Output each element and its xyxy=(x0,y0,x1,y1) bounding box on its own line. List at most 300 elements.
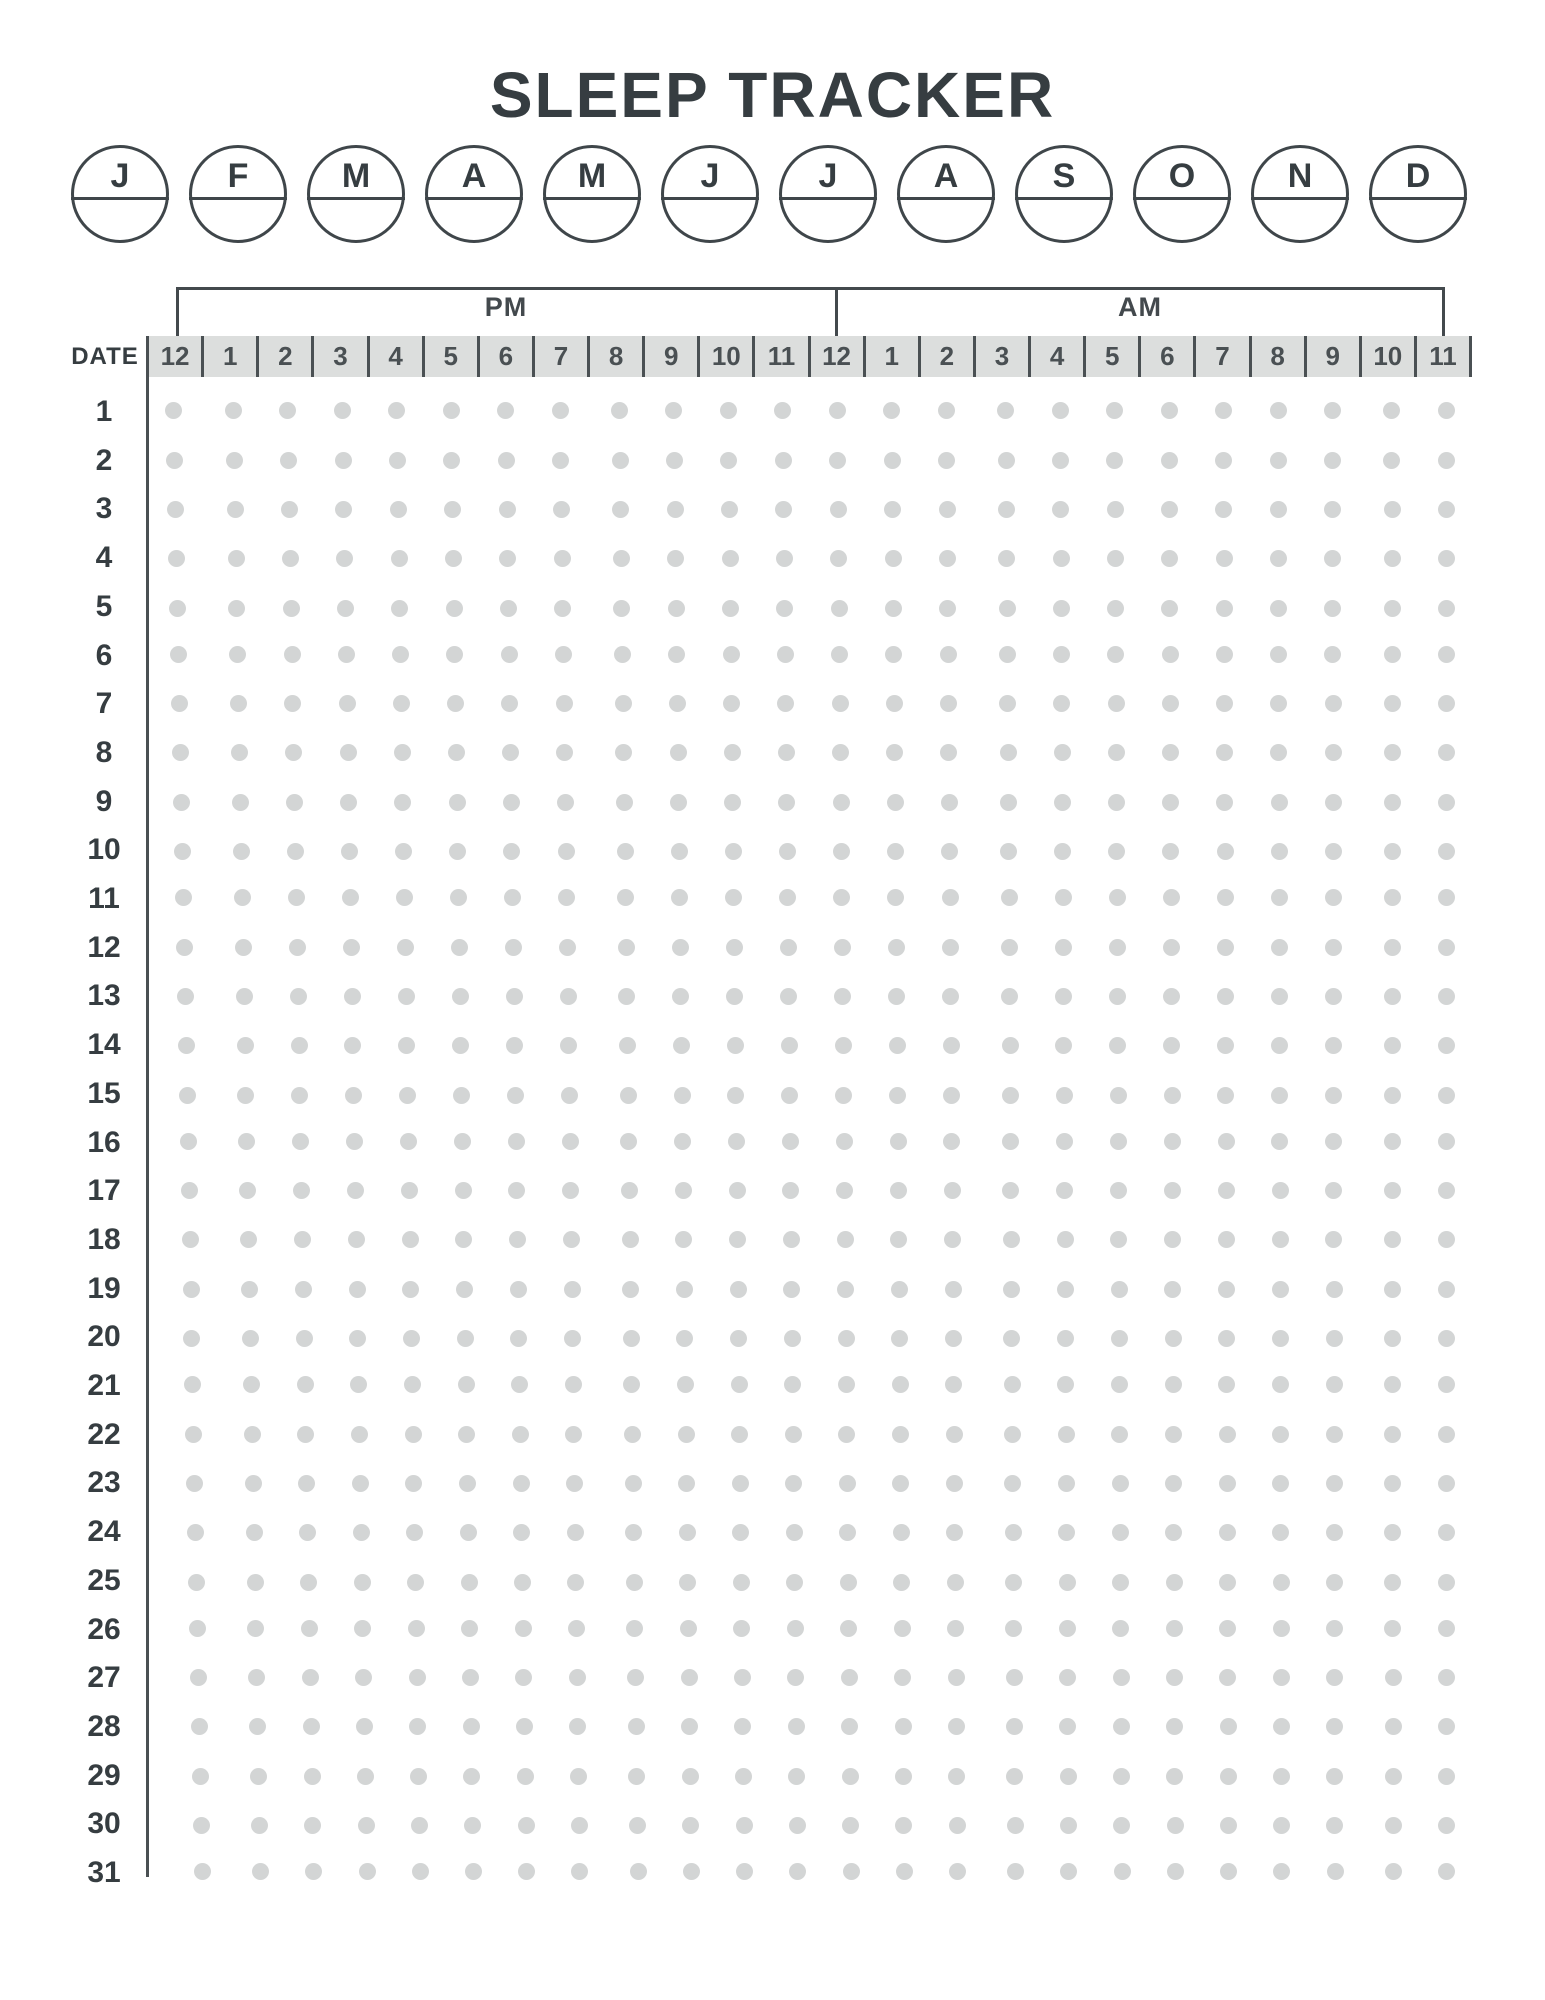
sleep-dot-d16-h6[interactable] xyxy=(454,1133,471,1150)
sleep-dot-d12-h12[interactable] xyxy=(780,939,797,956)
sleep-dot-d30-h11[interactable] xyxy=(736,1817,753,1834)
sleep-dot-d26-h16[interactable] xyxy=(1005,1620,1022,1637)
sleep-dot-d27-h23[interactable] xyxy=(1385,1669,1402,1686)
sleep-dot-d11-h5[interactable] xyxy=(396,889,413,906)
sleep-dot-d10-h1[interactable] xyxy=(174,843,191,860)
sleep-dot-d31-h21[interactable] xyxy=(1273,1863,1290,1880)
sleep-dot-d20-h2[interactable] xyxy=(242,1330,259,1347)
sleep-dot-d7-h24[interactable] xyxy=(1438,695,1455,712)
sleep-dot-d24-h23[interactable] xyxy=(1384,1524,1401,1541)
sleep-dot-d6-h22[interactable] xyxy=(1324,646,1341,663)
sleep-dot-d17-h1[interactable] xyxy=(181,1182,198,1199)
sleep-dot-d30-h7[interactable] xyxy=(518,1817,535,1834)
sleep-dot-d14-h24[interactable] xyxy=(1438,1037,1455,1054)
sleep-dot-d4-h4[interactable] xyxy=(336,550,353,567)
sleep-dot-d18-h15[interactable] xyxy=(944,1231,961,1248)
sleep-dot-d4-h10[interactable] xyxy=(667,550,684,567)
sleep-dot-d24-h24[interactable] xyxy=(1438,1524,1455,1541)
sleep-dot-d7-h23[interactable] xyxy=(1384,695,1401,712)
sleep-dot-d26-h22[interactable] xyxy=(1326,1620,1343,1637)
sleep-dot-d20-h3[interactable] xyxy=(296,1330,313,1347)
sleep-dot-d4-h1[interactable] xyxy=(168,550,185,567)
sleep-dot-d6-h5[interactable] xyxy=(392,646,409,663)
sleep-dot-d27-h19[interactable] xyxy=(1166,1669,1183,1686)
sleep-dot-d24-h11[interactable] xyxy=(732,1524,749,1541)
sleep-dot-d14-h17[interactable] xyxy=(1055,1037,1072,1054)
sleep-dot-d2-h21[interactable] xyxy=(1270,452,1287,469)
sleep-dot-d28-h3[interactable] xyxy=(303,1718,320,1735)
sleep-dot-d27-h22[interactable] xyxy=(1326,1669,1343,1686)
sleep-dot-d19-h2[interactable] xyxy=(241,1281,258,1298)
sleep-dot-d13-h9[interactable] xyxy=(618,988,635,1005)
sleep-dot-d15-h18[interactable] xyxy=(1110,1087,1127,1104)
sleep-dot-d16-h14[interactable] xyxy=(890,1133,907,1150)
sleep-dot-d7-h22[interactable] xyxy=(1325,695,1342,712)
sleep-dot-d19-h20[interactable] xyxy=(1218,1281,1235,1298)
sleep-dot-d19-h7[interactable] xyxy=(510,1281,527,1298)
sleep-dot-d14-h22[interactable] xyxy=(1325,1037,1342,1054)
sleep-dot-d6-h9[interactable] xyxy=(614,646,631,663)
sleep-dot-d5-h3[interactable] xyxy=(283,600,300,617)
sleep-dot-d23-h6[interactable] xyxy=(459,1475,476,1492)
sleep-dot-d14-h19[interactable] xyxy=(1163,1037,1180,1054)
sleep-dot-d1-h6[interactable] xyxy=(443,402,460,419)
sleep-dot-d11-h1[interactable] xyxy=(175,889,192,906)
sleep-dot-d2-h10[interactable] xyxy=(666,452,683,469)
sleep-dot-d8-h10[interactable] xyxy=(670,744,687,761)
sleep-dot-d27-h17[interactable] xyxy=(1059,1669,1076,1686)
sleep-dot-d5-h22[interactable] xyxy=(1324,600,1341,617)
sleep-dot-d31-h7[interactable] xyxy=(518,1863,535,1880)
sleep-dot-d4-h2[interactable] xyxy=(228,550,245,567)
sleep-dot-d28-h22[interactable] xyxy=(1326,1718,1343,1735)
sleep-dot-d20-h18[interactable] xyxy=(1111,1330,1128,1347)
sleep-dot-d14-h5[interactable] xyxy=(398,1037,415,1054)
sleep-dot-d9-h5[interactable] xyxy=(394,794,411,811)
sleep-dot-d23-h16[interactable] xyxy=(1004,1475,1021,1492)
sleep-dot-d19-h4[interactable] xyxy=(349,1281,366,1298)
sleep-dot-d6-h19[interactable] xyxy=(1162,646,1179,663)
sleep-dot-d28-h7[interactable] xyxy=(516,1718,533,1735)
sleep-dot-d26-h20[interactable] xyxy=(1219,1620,1236,1637)
sleep-dot-d3-h24[interactable] xyxy=(1438,501,1455,518)
sleep-dot-d9-h22[interactable] xyxy=(1325,794,1342,811)
sleep-dot-d11-h19[interactable] xyxy=(1163,889,1180,906)
sleep-dot-d23-h17[interactable] xyxy=(1058,1475,1075,1492)
sleep-dot-d31-h9[interactable] xyxy=(630,1863,647,1880)
sleep-dot-d20-h22[interactable] xyxy=(1326,1330,1343,1347)
sleep-dot-d31-h1[interactable] xyxy=(194,1863,211,1880)
sleep-dot-d22-h6[interactable] xyxy=(458,1426,475,1443)
sleep-dot-d4-h13[interactable] xyxy=(830,550,847,567)
sleep-dot-d26-h12[interactable] xyxy=(787,1620,804,1637)
sleep-dot-d29-h8[interactable] xyxy=(570,1768,587,1785)
month-circle-10[interactable] xyxy=(1133,145,1231,243)
sleep-dot-d28-h21[interactable] xyxy=(1273,1718,1290,1735)
sleep-dot-d19-h23[interactable] xyxy=(1384,1281,1401,1298)
sleep-dot-d28-h12[interactable] xyxy=(788,1718,805,1735)
sleep-dot-d25-h21[interactable] xyxy=(1273,1574,1290,1591)
sleep-dot-d30-h17[interactable] xyxy=(1060,1817,1077,1834)
sleep-dot-d29-h22[interactable] xyxy=(1326,1768,1343,1785)
sleep-dot-d6-h1[interactable] xyxy=(170,646,187,663)
sleep-dot-d6-h6[interactable] xyxy=(446,646,463,663)
sleep-dot-d29-h17[interactable] xyxy=(1060,1768,1077,1785)
sleep-dot-d28-h4[interactable] xyxy=(356,1718,373,1735)
sleep-dot-d29-h15[interactable] xyxy=(948,1768,965,1785)
sleep-dot-d17-h2[interactable] xyxy=(239,1182,256,1199)
sleep-dot-d22-h13[interactable] xyxy=(838,1426,855,1443)
sleep-dot-d3-h8[interactable] xyxy=(553,501,570,518)
sleep-dot-d24-h3[interactable] xyxy=(299,1524,316,1541)
sleep-dot-d9-h24[interactable] xyxy=(1438,794,1455,811)
sleep-dot-d13-h11[interactable] xyxy=(726,988,743,1005)
sleep-dot-d12-h17[interactable] xyxy=(1055,939,1072,956)
sleep-dot-d6-h16[interactable] xyxy=(999,646,1016,663)
sleep-dot-d27-h3[interactable] xyxy=(302,1669,319,1686)
sleep-dot-d13-h1[interactable] xyxy=(177,988,194,1005)
sleep-dot-d30-h13[interactable] xyxy=(842,1817,859,1834)
sleep-dot-d7-h19[interactable] xyxy=(1162,695,1179,712)
sleep-dot-d29-h24[interactable] xyxy=(1438,1768,1455,1785)
sleep-dot-d30-h5[interactable] xyxy=(411,1817,428,1834)
sleep-dot-d13-h13[interactable] xyxy=(834,988,851,1005)
sleep-dot-d17-h4[interactable] xyxy=(347,1182,364,1199)
sleep-dot-d15-h14[interactable] xyxy=(889,1087,906,1104)
sleep-dot-d14-h11[interactable] xyxy=(727,1037,744,1054)
sleep-dot-d22-h19[interactable] xyxy=(1165,1426,1182,1443)
sleep-dot-d21-h8[interactable] xyxy=(565,1376,582,1393)
sleep-dot-d29-h2[interactable] xyxy=(250,1768,267,1785)
sleep-dot-d2-h1[interactable] xyxy=(166,452,183,469)
sleep-dot-d3-h16[interactable] xyxy=(998,501,1015,518)
sleep-dot-d25-h17[interactable] xyxy=(1059,1574,1076,1591)
sleep-dot-d19-h17[interactable] xyxy=(1057,1281,1074,1298)
sleep-dot-d9-h4[interactable] xyxy=(340,794,357,811)
sleep-dot-d15-h22[interactable] xyxy=(1325,1087,1342,1104)
sleep-dot-d6-h2[interactable] xyxy=(229,646,246,663)
sleep-dot-d21-h14[interactable] xyxy=(892,1376,909,1393)
sleep-dot-d12-h14[interactable] xyxy=(888,939,905,956)
sleep-dot-d11-h18[interactable] xyxy=(1109,889,1126,906)
sleep-dot-d13-h10[interactable] xyxy=(672,988,689,1005)
month-circle-8[interactable] xyxy=(897,145,995,243)
sleep-dot-d7-h3[interactable] xyxy=(284,695,301,712)
sleep-dot-d21-h22[interactable] xyxy=(1326,1376,1343,1393)
sleep-dot-d9-h7[interactable] xyxy=(503,794,520,811)
sleep-dot-d15-h23[interactable] xyxy=(1384,1087,1401,1104)
sleep-dot-d21-h21[interactable] xyxy=(1272,1376,1289,1393)
sleep-dot-d19-h1[interactable] xyxy=(183,1281,200,1298)
sleep-dot-d31-h24[interactable] xyxy=(1438,1863,1455,1880)
sleep-dot-d14-h15[interactable] xyxy=(943,1037,960,1054)
sleep-dot-d30-h3[interactable] xyxy=(304,1817,321,1834)
sleep-dot-d13-h2[interactable] xyxy=(236,988,253,1005)
sleep-dot-d31-h16[interactable] xyxy=(1007,1863,1024,1880)
sleep-dot-d3-h11[interactable] xyxy=(721,501,738,518)
sleep-dot-d24-h16[interactable] xyxy=(1005,1524,1022,1541)
sleep-dot-d7-h11[interactable] xyxy=(723,695,740,712)
sleep-dot-d20-h4[interactable] xyxy=(349,1330,366,1347)
sleep-dot-d30-h19[interactable] xyxy=(1167,1817,1184,1834)
sleep-dot-d2-h18[interactable] xyxy=(1106,452,1123,469)
sleep-dot-d27-h2[interactable] xyxy=(248,1669,265,1686)
sleep-dot-d17-h20[interactable] xyxy=(1218,1182,1235,1199)
sleep-dot-d23-h13[interactable] xyxy=(839,1475,856,1492)
sleep-dot-d11-h2[interactable] xyxy=(234,889,251,906)
sleep-dot-d22-h20[interactable] xyxy=(1219,1426,1236,1443)
sleep-dot-d4-h18[interactable] xyxy=(1107,550,1124,567)
sleep-dot-d26-h21[interactable] xyxy=(1273,1620,1290,1637)
sleep-dot-d28-h8[interactable] xyxy=(569,1718,586,1735)
sleep-dot-d26-h4[interactable] xyxy=(354,1620,371,1637)
sleep-dot-d22-h3[interactable] xyxy=(297,1426,314,1443)
sleep-dot-d18-h9[interactable] xyxy=(622,1231,639,1248)
sleep-dot-d18-h17[interactable] xyxy=(1057,1231,1074,1248)
sleep-dot-d12-h9[interactable] xyxy=(618,939,635,956)
sleep-dot-d13-h24[interactable] xyxy=(1438,988,1455,1005)
sleep-dot-d9-h17[interactable] xyxy=(1054,794,1071,811)
sleep-dot-d29-h12[interactable] xyxy=(788,1768,805,1785)
sleep-dot-d7-h8[interactable] xyxy=(556,695,573,712)
sleep-dot-d19-h10[interactable] xyxy=(676,1281,693,1298)
sleep-dot-d7-h13[interactable] xyxy=(832,695,849,712)
sleep-dot-d10-h19[interactable] xyxy=(1162,843,1179,860)
sleep-dot-d17-h11[interactable] xyxy=(729,1182,746,1199)
sleep-dot-d17-h8[interactable] xyxy=(562,1182,579,1199)
sleep-dot-d5-h17[interactable] xyxy=(1053,600,1070,617)
sleep-dot-d18-h24[interactable] xyxy=(1438,1231,1455,1248)
sleep-dot-d13-h23[interactable] xyxy=(1384,988,1401,1005)
sleep-dot-d1-h11[interactable] xyxy=(720,402,737,419)
sleep-dot-d15-h10[interactable] xyxy=(674,1087,691,1104)
sleep-dot-d20-h6[interactable] xyxy=(457,1330,474,1347)
sleep-dot-d14-h8[interactable] xyxy=(560,1037,577,1054)
sleep-dot-d21-h7[interactable] xyxy=(511,1376,528,1393)
sleep-dot-d24-h14[interactable] xyxy=(893,1524,910,1541)
sleep-dot-d16-h16[interactable] xyxy=(1002,1133,1019,1150)
sleep-dot-d8-h22[interactable] xyxy=(1325,744,1342,761)
sleep-dot-d10-h11[interactable] xyxy=(725,843,742,860)
sleep-dot-d16-h22[interactable] xyxy=(1325,1133,1342,1150)
sleep-dot-d14-h4[interactable] xyxy=(344,1037,361,1054)
sleep-dot-d9-h13[interactable] xyxy=(833,794,850,811)
sleep-dot-d5-h16[interactable] xyxy=(999,600,1016,617)
sleep-dot-d8-h17[interactable] xyxy=(1054,744,1071,761)
sleep-dot-d3-h5[interactable] xyxy=(390,501,407,518)
sleep-dot-d6-h17[interactable] xyxy=(1053,646,1070,663)
sleep-dot-d22-h1[interactable] xyxy=(185,1426,202,1443)
sleep-dot-d4-h7[interactable] xyxy=(499,550,516,567)
sleep-dot-d15-h13[interactable] xyxy=(835,1087,852,1104)
sleep-dot-d5-h15[interactable] xyxy=(939,600,956,617)
sleep-dot-d4-h12[interactable] xyxy=(776,550,793,567)
sleep-dot-d23-h1[interactable] xyxy=(186,1475,203,1492)
sleep-dot-d31-h2[interactable] xyxy=(252,1863,269,1880)
sleep-dot-d7-h16[interactable] xyxy=(999,695,1016,712)
sleep-dot-d2-h15[interactable] xyxy=(938,452,955,469)
sleep-dot-d15-h12[interactable] xyxy=(781,1087,798,1104)
sleep-dot-d5-h9[interactable] xyxy=(613,600,630,617)
sleep-dot-d11-h3[interactable] xyxy=(288,889,305,906)
sleep-dot-d13-h16[interactable] xyxy=(1001,988,1018,1005)
sleep-dot-d5-h14[interactable] xyxy=(885,600,902,617)
sleep-dot-d24-h22[interactable] xyxy=(1326,1524,1343,1541)
sleep-dot-d4-h8[interactable] xyxy=(554,550,571,567)
sleep-dot-d23-h3[interactable] xyxy=(298,1475,315,1492)
sleep-dot-d12-h2[interactable] xyxy=(235,939,252,956)
sleep-dot-d1-h3[interactable] xyxy=(279,402,296,419)
sleep-dot-d27-h4[interactable] xyxy=(355,1669,372,1686)
sleep-dot-d28-h18[interactable] xyxy=(1113,1718,1130,1735)
sleep-dot-d28-h16[interactable] xyxy=(1006,1718,1023,1735)
sleep-dot-d3-h13[interactable] xyxy=(830,501,847,518)
sleep-dot-d18-h11[interactable] xyxy=(729,1231,746,1248)
sleep-dot-d28-h14[interactable] xyxy=(895,1718,912,1735)
sleep-dot-d18-h21[interactable] xyxy=(1272,1231,1289,1248)
sleep-dot-d14-h16[interactable] xyxy=(1002,1037,1019,1054)
sleep-dot-d21-h15[interactable] xyxy=(945,1376,962,1393)
sleep-dot-d4-h15[interactable] xyxy=(939,550,956,567)
sleep-dot-d9-h16[interactable] xyxy=(1000,794,1017,811)
sleep-dot-d29-h13[interactable] xyxy=(842,1768,859,1785)
sleep-dot-d21-h12[interactable] xyxy=(784,1376,801,1393)
sleep-dot-d3-h18[interactable] xyxy=(1107,501,1124,518)
sleep-dot-d3-h22[interactable] xyxy=(1324,501,1341,518)
sleep-dot-d30-h14[interactable] xyxy=(895,1817,912,1834)
sleep-dot-d20-h10[interactable] xyxy=(676,1330,693,1347)
month-circle-12[interactable] xyxy=(1369,145,1467,243)
sleep-dot-d27-h11[interactable] xyxy=(734,1669,751,1686)
sleep-dot-d23-h11[interactable] xyxy=(732,1475,749,1492)
sleep-dot-d22-h12[interactable] xyxy=(785,1426,802,1443)
sleep-dot-d30-h8[interactable] xyxy=(571,1817,588,1834)
sleep-dot-d14-h18[interactable] xyxy=(1109,1037,1126,1054)
sleep-dot-d15-h17[interactable] xyxy=(1056,1087,1073,1104)
sleep-dot-d17-h24[interactable] xyxy=(1438,1182,1455,1199)
sleep-dot-d6-h24[interactable] xyxy=(1438,646,1455,663)
sleep-dot-d6-h21[interactable] xyxy=(1270,646,1287,663)
sleep-dot-d25-h24[interactable] xyxy=(1438,1574,1455,1591)
sleep-dot-d20-h9[interactable] xyxy=(623,1330,640,1347)
sleep-dot-d17-h14[interactable] xyxy=(890,1182,907,1199)
sleep-dot-d26-h13[interactable] xyxy=(840,1620,857,1637)
sleep-dot-d3-h19[interactable] xyxy=(1161,501,1178,518)
sleep-dot-d16-h17[interactable] xyxy=(1056,1133,1073,1150)
month-circle-6[interactable] xyxy=(661,145,759,243)
sleep-dot-d25-h15[interactable] xyxy=(947,1574,964,1591)
sleep-dot-d8-h20[interactable] xyxy=(1216,744,1233,761)
sleep-dot-d5-h21[interactable] xyxy=(1270,600,1287,617)
sleep-dot-d17-h12[interactable] xyxy=(782,1182,799,1199)
sleep-dot-d24-h19[interactable] xyxy=(1165,1524,1182,1541)
sleep-dot-d23-h23[interactable] xyxy=(1384,1475,1401,1492)
sleep-dot-d5-h1[interactable] xyxy=(169,600,186,617)
sleep-dot-d1-h14[interactable] xyxy=(883,402,900,419)
sleep-dot-d15-h5[interactable] xyxy=(399,1087,416,1104)
sleep-dot-d9-h6[interactable] xyxy=(449,794,466,811)
sleep-dot-d12-h10[interactable] xyxy=(672,939,689,956)
sleep-dot-d4-h17[interactable] xyxy=(1053,550,1070,567)
sleep-dot-d15-h24[interactable] xyxy=(1438,1087,1455,1104)
sleep-dot-d7-h17[interactable] xyxy=(1053,695,1070,712)
sleep-dot-d22-h5[interactable] xyxy=(405,1426,422,1443)
sleep-dot-d7-h21[interactable] xyxy=(1270,695,1287,712)
sleep-dot-d13-h21[interactable] xyxy=(1271,988,1288,1005)
sleep-dot-d1-h19[interactable] xyxy=(1161,402,1178,419)
sleep-dot-d19-h6[interactable] xyxy=(456,1281,473,1298)
sleep-dot-d22-h17[interactable] xyxy=(1058,1426,1075,1443)
sleep-dot-d28-h1[interactable] xyxy=(191,1718,208,1735)
sleep-dot-d23-h24[interactable] xyxy=(1438,1475,1455,1492)
sleep-dot-d10-h9[interactable] xyxy=(617,843,634,860)
sleep-dot-d30-h2[interactable] xyxy=(251,1817,268,1834)
sleep-dot-d7-h4[interactable] xyxy=(339,695,356,712)
sleep-dot-d27-h13[interactable] xyxy=(841,1669,858,1686)
sleep-dot-d20-h11[interactable] xyxy=(730,1330,747,1347)
sleep-dot-d30-h12[interactable] xyxy=(789,1817,806,1834)
sleep-dot-d1-h12[interactable] xyxy=(774,402,791,419)
sleep-dot-d21-h9[interactable] xyxy=(623,1376,640,1393)
sleep-dot-d29-h5[interactable] xyxy=(410,1768,427,1785)
sleep-dot-d18-h10[interactable] xyxy=(675,1231,692,1248)
month-circle-7[interactable] xyxy=(779,145,877,243)
sleep-dot-d7-h9[interactable] xyxy=(615,695,632,712)
sleep-dot-d25-h9[interactable] xyxy=(626,1574,643,1591)
sleep-dot-d31-h15[interactable] xyxy=(949,1863,966,1880)
sleep-dot-d6-h3[interactable] xyxy=(284,646,301,663)
sleep-dot-d7-h18[interactable] xyxy=(1108,695,1125,712)
month-circle-5[interactable] xyxy=(543,145,641,243)
sleep-dot-d1-h4[interactable] xyxy=(334,402,351,419)
sleep-dot-d14-h10[interactable] xyxy=(673,1037,690,1054)
sleep-dot-d24-h21[interactable] xyxy=(1272,1524,1289,1541)
sleep-dot-d12-h8[interactable] xyxy=(559,939,576,956)
sleep-dot-d1-h9[interactable] xyxy=(611,402,628,419)
sleep-dot-d6-h4[interactable] xyxy=(338,646,355,663)
sleep-dot-d5-h12[interactable] xyxy=(776,600,793,617)
sleep-dot-d13-h22[interactable] xyxy=(1325,988,1342,1005)
sleep-dot-d27-h12[interactable] xyxy=(787,1669,804,1686)
sleep-dot-d21-h6[interactable] xyxy=(458,1376,475,1393)
sleep-dot-d26-h9[interactable] xyxy=(626,1620,643,1637)
sleep-dot-d31-h8[interactable] xyxy=(571,1863,588,1880)
sleep-dot-d2-h13[interactable] xyxy=(829,452,846,469)
sleep-dot-d15-h16[interactable] xyxy=(1002,1087,1019,1104)
sleep-dot-d19-h15[interactable] xyxy=(945,1281,962,1298)
sleep-dot-d16-h24[interactable] xyxy=(1438,1133,1455,1150)
sleep-dot-d3-h4[interactable] xyxy=(335,501,352,518)
sleep-dot-d28-h11[interactable] xyxy=(734,1718,751,1735)
sleep-dot-d14-h23[interactable] xyxy=(1384,1037,1401,1054)
sleep-dot-d19-h21[interactable] xyxy=(1272,1281,1289,1298)
sleep-dot-d4-h14[interactable] xyxy=(885,550,902,567)
sleep-dot-d25-h23[interactable] xyxy=(1384,1574,1401,1591)
sleep-dot-d11-h6[interactable] xyxy=(450,889,467,906)
sleep-dot-d8-h23[interactable] xyxy=(1384,744,1401,761)
sleep-dot-d27-h5[interactable] xyxy=(409,1669,426,1686)
sleep-dot-d18-h16[interactable] xyxy=(1003,1231,1020,1248)
sleep-dot-d16-h1[interactable] xyxy=(180,1133,197,1150)
sleep-dot-d29-h7[interactable] xyxy=(517,1768,534,1785)
sleep-dot-d10-h7[interactable] xyxy=(503,843,520,860)
month-circle-2[interactable] xyxy=(189,145,287,243)
sleep-dot-d7-h15[interactable] xyxy=(940,695,957,712)
sleep-dot-d17-h7[interactable] xyxy=(508,1182,525,1199)
sleep-dot-d6-h12[interactable] xyxy=(777,646,794,663)
sleep-dot-d26-h7[interactable] xyxy=(515,1620,532,1637)
sleep-dot-d22-h22[interactable] xyxy=(1326,1426,1343,1443)
